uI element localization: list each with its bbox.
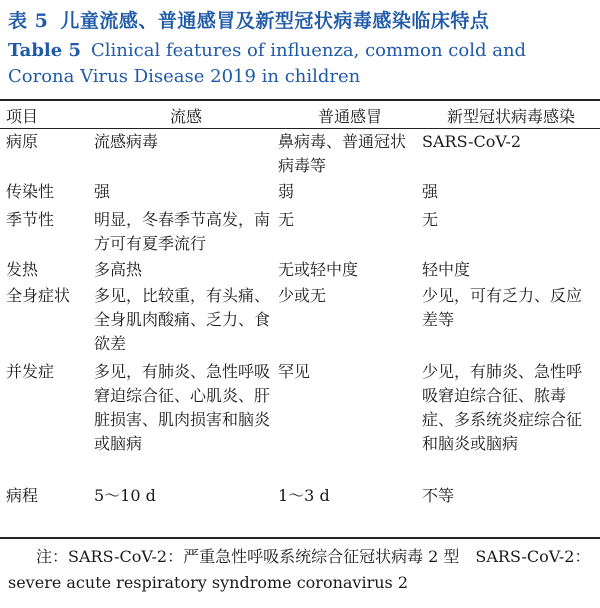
table-row [0,284,600,360]
table-top-rule [0,99,600,101]
cell-covid: 不等 [422,486,455,505]
table-row [0,180,600,208]
table-bottom-rule [0,537,600,539]
table-row [0,128,600,180]
table-number-cn: 表 5 [8,10,49,32]
cell-cold: 无或轻中度 [278,260,359,279]
table-footnote: 注：SARS-CoV-2：严重急性呼吸系统综合征冠状病毒 2 型 SARS-CoV-2：severe acute respiratory syndrome coronavirus 2 [8,547,591,592]
cell-flu: 流感病毒 [94,132,159,151]
table-row [0,484,600,510]
cell-covid: 轻中度 [422,260,471,279]
header-covid: 新型冠状病毒感染 [446,106,575,126]
table-caption-cn [8,6,489,33]
cell-flu: 5～10 d [94,486,156,505]
cell-cold: 少或无 [278,286,327,305]
table-title-en: Clinical features of influenza, common cold and Corona Virus Disease 2019 in children [8,40,527,87]
table-header-row [0,102,600,128]
table-title-cn: 儿童流感、普通感冒及新型冠状病毒感染临床特点 [60,10,490,32]
cell-flu: 多高热 [94,260,143,279]
cell-covid: 强 [422,182,439,201]
cell-flu: 多见，有肺炎、急性呼吸窘迫综合征、心肌炎、肝脏损害、肌肉损害和脑炎或脑病 [94,362,271,453]
cell-cold: 罕见 [278,362,311,381]
cell-cold: 鼻病毒、普通冠状病毒等 [278,132,407,175]
table-row [0,258,600,284]
cell-cold: 无 [278,210,295,229]
header-cold: 普通感冒 [317,106,382,126]
clinical-features-table [0,102,600,510]
row-label: 季节性 [6,210,55,229]
cell-flu: 多见，比较重，有头痛、全身肌肉酸痛、乏力、食欲差 [94,286,271,353]
table-row [0,360,600,484]
header-item: 项目 [6,106,39,126]
header-flu: 流感 [169,106,202,126]
row-label: 传染性 [6,182,55,201]
table-caption-en [8,38,594,90]
cell-covid: 少见，可有乏力、反应差等 [422,286,583,329]
cell-cold: 1～3 d [278,486,330,505]
cell-flu: 明显，冬春季节高发，南方可有夏季流行 [94,210,271,253]
table-row [0,208,600,258]
row-label: 病程 [6,486,39,505]
cell-covid: SARS-CoV-2 [422,132,522,151]
cell-covid: 无 [422,210,439,229]
row-label: 发热 [6,260,39,279]
cell-covid: 少见，有肺炎、急性呼吸窘迫综合征、脓毒症、多系统炎症综合征和脑炎或脑病 [422,362,583,453]
cell-cold: 弱 [278,182,295,201]
cell-flu: 强 [94,182,111,201]
row-label: 全身症状 [6,286,71,305]
table-number-en: Table 5 [8,40,82,61]
row-label: 病原 [6,132,39,151]
row-label: 并发症 [6,362,55,381]
